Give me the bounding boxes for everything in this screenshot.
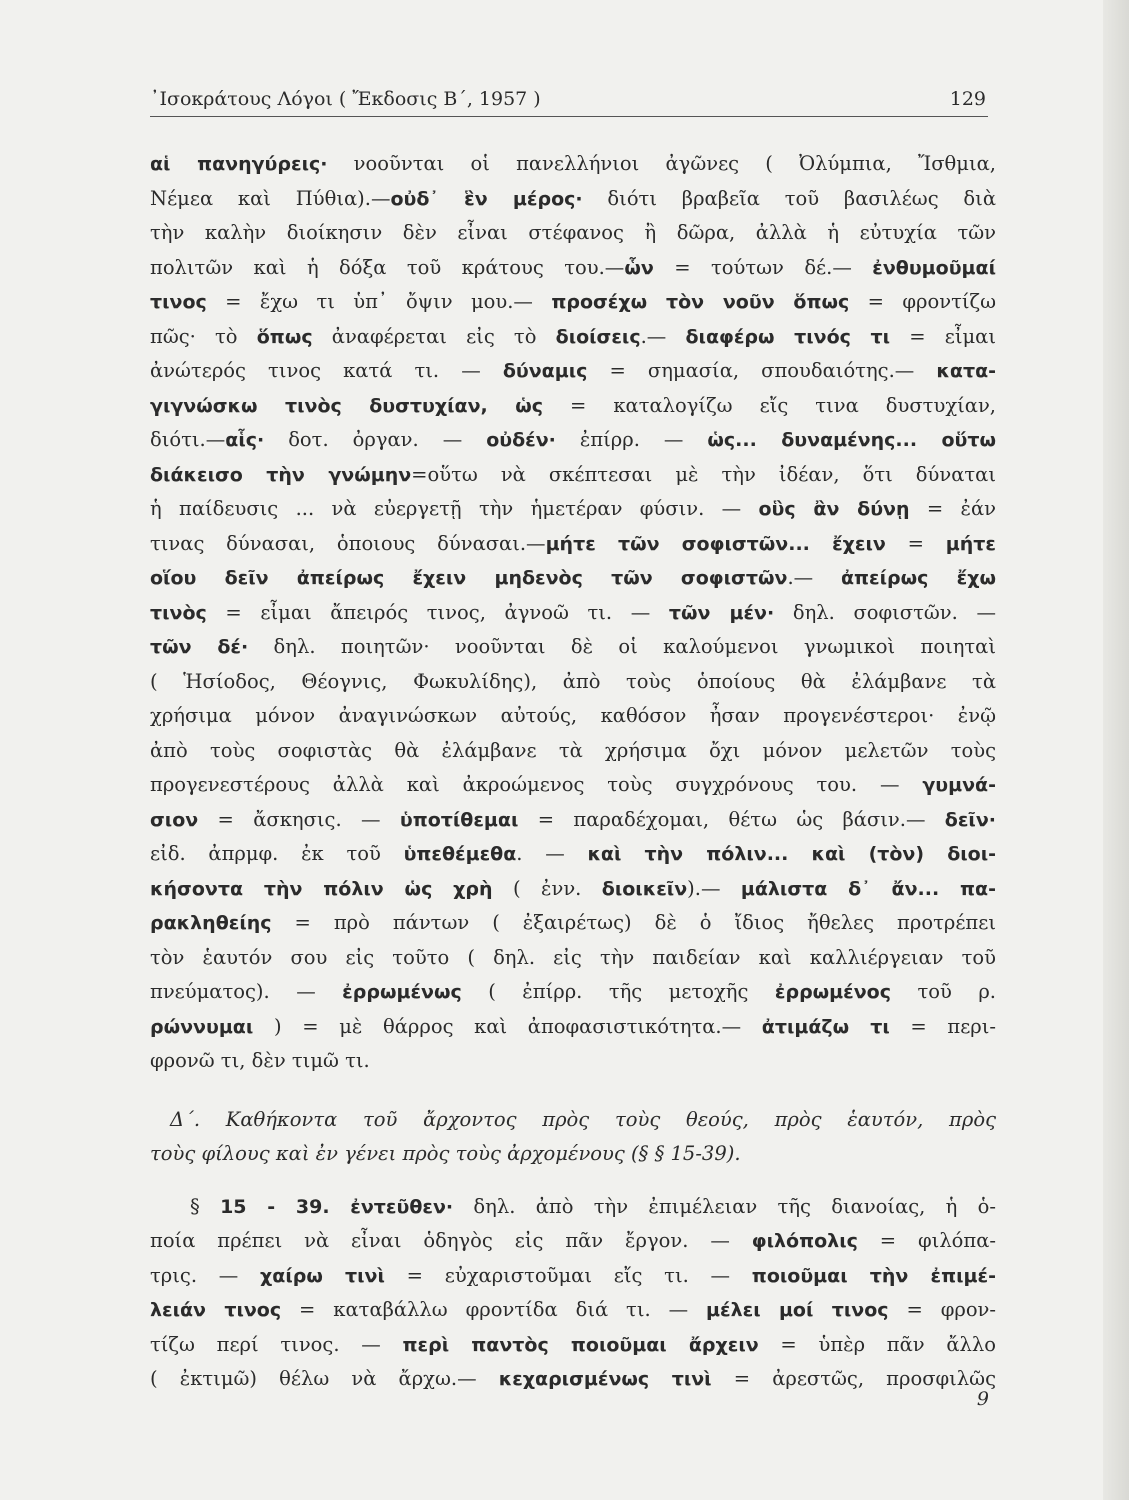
gloss-text: = παραδέχομαι, θέτω ὡς βάσιν.—: [518, 807, 945, 831]
lemma-term: χαίρω τινὶ: [260, 1264, 385, 1287]
gloss-text: = πρὸ πάντων ( ἐξαιρέτως) δὲ ὁ ἴδιος ἤθελες προτρέπει: [271, 911, 996, 934]
lemma-term: κατα-: [936, 360, 997, 382]
lemma-term: δύναμις: [502, 360, 588, 382]
gloss-text: §: [190, 1194, 221, 1218]
lemma-term: κεχαρισμένως τινὶ: [498, 1368, 712, 1390]
gloss-text: ἐπίρρ. —: [555, 428, 708, 451]
text-line: [150, 734, 996, 769]
text-line: [150, 492, 996, 527]
lemma-term: ποιοῦμαι τὴν ἐπιμέ-: [751, 1264, 996, 1287]
gloss-text: .—: [787, 566, 841, 589]
page-number: 129: [949, 88, 986, 110]
gloss-text: = καταβάλλω φροντίδα διά τι. —: [281, 1298, 707, 1321]
text-line: [150, 768, 996, 803]
lemma-term: φιλόπολις: [751, 1230, 858, 1252]
lemma-term: ὧν: [624, 256, 654, 279]
gloss-text: = ἀρεστῶς, προσφιλῶς: [711, 1367, 996, 1390]
lemma-term: καὶ τὴν πόλιν... καὶ (τὸν) διοι-: [587, 843, 996, 865]
text-line: [150, 1362, 996, 1397]
lemma-term: δεῖν·: [944, 808, 996, 831]
text-line: [150, 216, 996, 251]
lemma-term: λειάν τινος: [150, 1299, 282, 1321]
gloss-text: Νέμεα καὶ Πύθια).—: [150, 186, 391, 210]
lemma-term: ἐρρωμένως: [342, 981, 462, 1003]
gloss-text: πολιτῶν καὶ ἡ δόξα τοῦ κράτους του.—: [150, 255, 625, 279]
gloss-text: δηλ. σοφιστῶν. —: [774, 600, 996, 624]
text-line: [150, 837, 996, 872]
gloss-text: δηλ. ἀπὸ τὴν ἐπιμέλειαν τῆς διανοίας, ἡ ὁ-: [453, 1194, 997, 1218]
lemma-term: σιον: [150, 808, 199, 831]
commentary-paragraph-1: [150, 147, 996, 1079]
lemma-term: μήτε τῶν σοφιστῶν... ἔχειν: [545, 532, 886, 555]
lemma-term: αἱ πανηγύρεις·: [150, 153, 328, 175]
gloss-text: νοοῦνται οἱ πανελλήνιοι ἀγῶνες ( Ὀλύμπια, Ἴσθμια,: [327, 152, 996, 175]
lemma-term: ὑποτίθεμαι: [399, 808, 519, 831]
gloss-text: = περι-: [889, 1014, 997, 1038]
gloss-text: = εὐχαριστοῦμαι εἴς τι. —: [384, 1263, 752, 1287]
gloss-text: = εἶμαι ἄπειρός τινος, ἀγνοῶ τι. —: [206, 600, 669, 624]
text-line: [150, 1190, 996, 1225]
lemma-term: κήσοντα τὴν πόλιν ὡς χρὴ: [150, 877, 493, 900]
gloss-text: ( ἐπίρρ. τῆς μετοχῆς: [461, 980, 775, 1003]
gloss-text: ἀνώτερός τινος κατά τι. —: [150, 359, 503, 382]
text-line: [150, 699, 996, 734]
gloss-text: ἀναφέρεται εἰς τὸ: [312, 324, 556, 348]
gloss-text: τινας δύνασαι, ὁποιους δύνασαι.—: [150, 531, 546, 555]
text-line: [150, 1328, 996, 1363]
gloss-text: = φιλόπα-: [857, 1229, 996, 1252]
lemma-term: ρακληθείης: [150, 912, 272, 934]
lemma-term: ἐρρωμένος: [774, 981, 891, 1003]
text-line: [150, 872, 996, 907]
gloss-text: δοτ. ὀργαν. —: [264, 428, 487, 451]
gloss-text: δηλ. ποιητῶν· νοοῦνται δὲ οἱ καλούμενοι γνωμικοὶ ποιηταὶ: [248, 635, 996, 658]
lemma-term: περὶ παντὸς ποιοῦμαι ἄρχειν: [402, 1333, 759, 1356]
gloss-text: = σημασία, σπουδαιότης.—: [587, 359, 937, 382]
text-line: [150, 630, 996, 665]
text-line: [150, 423, 996, 458]
gloss-text: =οὕτω νὰ σκέπτεσαι μὲ τὴν ἰδέαν, ὅτι δύναται: [411, 462, 996, 486]
gloss-text: τίζω περί τινος. —: [150, 1332, 403, 1356]
lemma-term: τινος: [150, 291, 207, 313]
gloss-text: = ἐάν: [909, 497, 997, 520]
gloss-text: πῶς· τὸ: [150, 324, 257, 348]
section-heading-line-1: Δ΄. Καθήκοντα τοῦ ἄρχοντος πρὸς τοὺς θεούς, πρὸς ἑαυτόν, πρὸς: [170, 1107, 996, 1131]
lemma-term: διοικεῖν: [601, 877, 688, 900]
gloss-text: = εἶμαι: [890, 324, 996, 348]
gloss-text: = ὑπὲρ πᾶν ἄλλο: [758, 1332, 996, 1356]
text-line: [150, 458, 996, 493]
gloss-text: χρήσιμα μόνον ἀναγινώσκων αὐτούς, καθόσον ἦσαν προγενέστεροι· ἐνῷ: [150, 704, 996, 727]
lemma-term: οὐδέν·: [486, 429, 556, 451]
gloss-text: ἡ παίδευσις ... νὰ εὐεργετῇ τὴν ἡμετέραν φύσιν. —: [150, 497, 759, 520]
lemma-term: γυμνά-: [922, 774, 996, 796]
text-line: [150, 389, 996, 424]
lemma-term: μήτε: [945, 532, 996, 555]
text-line: [150, 1224, 996, 1259]
lemma-term: αἷς·: [225, 429, 265, 451]
text-line: [150, 354, 996, 389]
gloss-text: τρις. —: [150, 1263, 261, 1287]
gloss-text: ( ἐκτιμῶ) θέλω νὰ ἄρχω.—: [150, 1367, 499, 1390]
gloss-text: ἀπὸ τοὺς σοφιστὰς θὰ ἐλάμβανε τὰ χρήσιμα ὄχι μόνον μελετῶν τοὺς: [150, 738, 996, 762]
gloss-text: πνεύματος). —: [150, 980, 343, 1003]
gloss-text: . —: [516, 842, 588, 865]
lemma-term: τῶν μέν·: [668, 601, 775, 624]
lemma-term: ὅπως: [256, 325, 313, 348]
text-line: [150, 1044, 996, 1079]
gloss-text: = ἔχω τι ὑπ᾿ ὄψιν μου.—: [206, 290, 552, 313]
gloss-text: = καταλογίζω εἴς τινα δυστυχίαν,: [542, 393, 996, 417]
text-line: [150, 1010, 996, 1045]
lemma-term: ρώννυμαι: [150, 1015, 254, 1038]
gloss-text: εἰδ. ἀπρμφ. ἐκ τοῦ: [150, 842, 404, 865]
gloss-text: ( ἐνν.: [492, 876, 602, 900]
section-heading-line-2: τοὺς φίλους καὶ ἐν γένει πρὸς τοὺς ἀρχομένους (§ § 15-39).: [150, 1142, 741, 1165]
spacer: [150, 1172, 996, 1190]
header-title: ᾿Ισοκράτους Λόγοι ( Ἔκδοσις Β΄, 1957 ): [150, 88, 541, 110]
lemma-term: μάλιστα δ᾿ ἄν... πα-: [740, 877, 996, 900]
page-body: [150, 147, 996, 1397]
gloss-text: = ἄσκησις. —: [198, 807, 400, 831]
gloss-text: = τούτων δέ.—: [653, 255, 873, 279]
lemma-term: τινὸς: [150, 601, 207, 624]
text-line: [150, 320, 996, 355]
lemma-term: οὐδ᾿ ἓν μέρος·: [390, 187, 583, 210]
lemma-term: ὑπεθέμεθα: [403, 843, 517, 865]
gloss-text: .—: [640, 324, 686, 348]
lemma-term: μέλει μοί τινος: [706, 1299, 889, 1321]
gloss-text: προγενεστέρους ἀλλὰ καὶ ἀκροώμενος τοὺς συγχρόνους του. —: [150, 773, 923, 796]
gloss-text: ( Ἡσίοδος, Θέογνις, Φωκυλίδης), ἀπὸ τοὺς ὁποίους θὰ ἐλάμβανε τὰ: [150, 669, 996, 693]
lemma-term: οὓς ἂν δύνῃ: [758, 498, 910, 520]
lemma-term: ἀτιμάζω τι: [761, 1015, 890, 1038]
lemma-term: διαφέρω τινός τι: [685, 325, 891, 348]
lemma-term: τῶν δέ·: [150, 636, 249, 658]
text-line: [150, 527, 996, 562]
gloss-text: φρονῶ τι, δὲν τιμῶ τι.: [150, 1049, 370, 1072]
text-line: [150, 285, 996, 320]
gloss-text: =: [885, 531, 946, 555]
gloss-text: διότι.—: [150, 428, 226, 451]
lemma-term: διάκεισο τὴν γνώμην: [150, 463, 412, 486]
running-header: [150, 86, 988, 117]
lemma-term: 15 - 39. ἐντεῦθεν·: [220, 1195, 454, 1218]
gloss-text: διότι βραβεῖα τοῦ βασιλέως διὰ: [582, 186, 996, 210]
text-line: [150, 147, 996, 182]
lemma-term: γιγνώσκω τινὸς δυστυχίαν, ὡς: [150, 394, 543, 417]
lemma-term: ἐνθυμοῦμαί: [872, 256, 996, 279]
text-line: [150, 596, 996, 631]
lemma-term: οἵου δεῖν ἀπείρως ἔχειν μηδενὸς τῶν σοφιστῶν: [150, 567, 788, 589]
text-line: [150, 182, 996, 217]
text-line: [150, 561, 996, 596]
gloss-text: τοῦ ρ.: [891, 980, 996, 1003]
commentary-paragraph-2: [150, 1190, 996, 1397]
text-line: [150, 906, 996, 941]
text-line: [150, 803, 996, 838]
gloss-text: ) = μὲ θάρρος καὶ ἀποφασιστικότητα.—: [253, 1014, 762, 1038]
gloss-text: ποία πρέπει νὰ εἶναι ὁδηγὸς εἰς πᾶν ἔργον. —: [150, 1229, 752, 1252]
text-line: [150, 941, 996, 976]
gloss-text: ).—: [687, 876, 741, 900]
gloss-text: = φροντίζω: [849, 290, 997, 313]
gloss-text: τὴν καλὴν διοίκησιν δὲν εἶναι στέφανος ἢ δῶρα, ἀλλὰ ἡ εὐτυχία τῶν: [150, 221, 996, 244]
signature-mark: 9: [976, 1388, 989, 1410]
lemma-term: διοίσεις: [555, 325, 641, 348]
text-line: [150, 1259, 996, 1294]
lemma-term: προσέχω τὸν νοῦν ὅπως: [551, 291, 850, 313]
text-line: [150, 665, 996, 700]
gloss-text: τὸν ἑαυτόν σου εἰς τοῦτο ( δηλ. εἰς τὴν παιδείαν καὶ καλλιέργειαν τοῦ: [150, 945, 996, 969]
gloss-text: = φρον-: [888, 1298, 997, 1321]
lemma-term: ὡς... δυναμένης... οὕτω: [707, 429, 996, 451]
lemma-term: ἀπείρως ἔχω: [840, 567, 996, 589]
text-line: [150, 1293, 996, 1328]
spacer: [150, 1079, 996, 1103]
text-line: [150, 251, 996, 286]
text-line: [150, 975, 996, 1010]
page-edge: [1103, 0, 1129, 1500]
